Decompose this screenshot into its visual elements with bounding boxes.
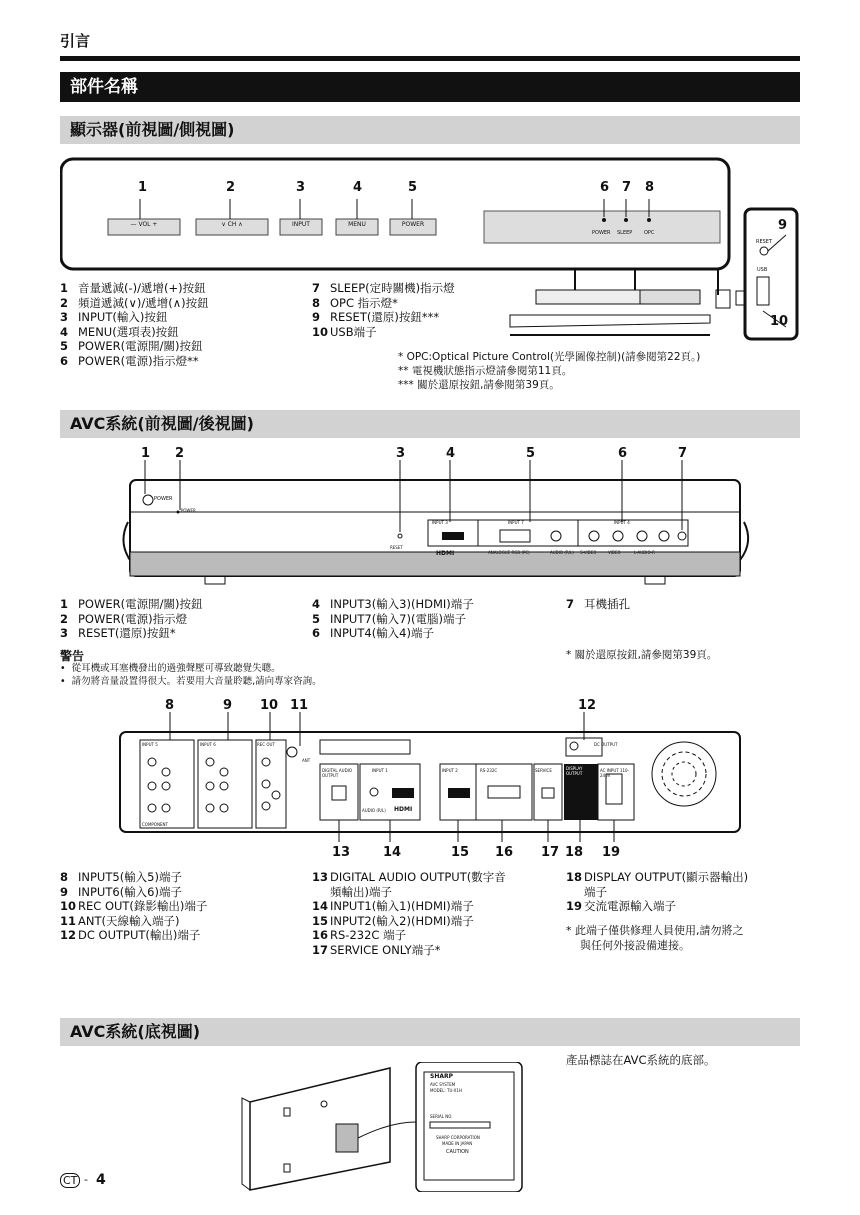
- list-item: 9 RESET(還原)按鈕***: [312, 310, 440, 324]
- rear-items-1: [60, 870, 207, 943]
- display-notes: * OPC:Optical Picture Control(光學圖像控制)(請參閱第22頁。) ** 電視機狀態指示燈請參閱第11頁。 *** 關於還原按鈕,請參閱第39頁。: [398, 351, 701, 391]
- callout-9: 9: [778, 218, 788, 233]
- list-item: 頻輸出)端子: [330, 884, 392, 899]
- avc-front-diagram: [60, 460, 800, 590]
- rear-callout-14: 14: [383, 845, 402, 860]
- list-item: 1 音量遞減(-)/遞增(+)按鈕: [60, 281, 206, 295]
- callout-1: 1: [138, 180, 148, 195]
- rear-callout-10: 10: [260, 698, 279, 713]
- footer-dash: -: [84, 1173, 88, 1186]
- label-line: MODEL: TU-X1H: [430, 1088, 462, 1093]
- menu-label: MENU: [348, 221, 366, 228]
- list-item: 2 POWER(電源)指示燈: [60, 611, 188, 626]
- list-item: 5 INPUT7(輸入7)(電腦)端子: [312, 611, 466, 626]
- list-item: 2 頻道遞減(∨)/遞增(∧)按鈕: [60, 295, 209, 310]
- analogue-rgb-label: ANALOGUE RGB (PC): [488, 550, 530, 555]
- svideo-label: S-VIDEO: [580, 550, 597, 555]
- list-item: 6 INPUT4(輸入4)端子: [312, 626, 434, 640]
- label-line: MADE IN JAPAN: [442, 1141, 473, 1146]
- rear-hdmi-label: HDMI: [394, 806, 413, 813]
- display-section-heading: 顯示器(前視圖/側視圖): [60, 116, 800, 144]
- rear-callout-17: 17: [541, 845, 560, 860]
- rear-callout-16: 16: [495, 845, 514, 860]
- callout-4: 4: [353, 180, 363, 195]
- input3-label: INPUT 3: [432, 520, 448, 525]
- avc-callout-4: 4: [446, 446, 456, 461]
- laudior-label: L-AUDIO-R: [634, 550, 655, 555]
- ant-label: ANT: [302, 758, 311, 763]
- rs232c-label: RS-232C: [480, 768, 498, 773]
- input2-label: INPUT 2: [442, 768, 458, 773]
- usb-label: USB: [757, 267, 768, 273]
- list-item: 9 INPUT6(輸入6)端子: [60, 884, 182, 899]
- list-item: 17 SERVICE ONLY端子*: [312, 942, 441, 957]
- label-line: SERIAL NO.: [430, 1114, 453, 1119]
- rec-out-label: REC OUT: [257, 742, 275, 747]
- list-item: 10 REC OUT(錄影輸出)端子: [60, 899, 208, 913]
- page-number: 4: [96, 1172, 106, 1188]
- hdmi-label: HDMI: [436, 550, 455, 557]
- ind-opc-label: OPC: [644, 230, 655, 236]
- avc-callout-2: 2: [175, 446, 185, 461]
- callout-6: 6: [600, 180, 610, 195]
- list-item: 8 INPUT5(輸入5)端子: [60, 870, 182, 884]
- region-badge: CT: [60, 1173, 80, 1188]
- rear-audio-rl-label: AUDIO (R/L): [362, 808, 386, 813]
- list-item: 7 耳機插孔: [566, 597, 630, 611]
- list-item: 1 POWER(電源開/關)按鈕: [60, 597, 203, 611]
- callout-3: 3: [296, 180, 306, 195]
- list-item: 16 RS-232C 端子: [312, 928, 407, 942]
- list-item: 3 INPUT(輸入)按鈕: [60, 310, 168, 324]
- section-heading: 部件名稱: [60, 72, 800, 102]
- display-items-left: [60, 281, 209, 368]
- display-output-label: DISPLAY OUTPUT: [566, 766, 583, 776]
- avc-front-items-2: [312, 597, 474, 641]
- rear-note: * 此端子僅供修理人員使用,請勿將之 與任何外接設備連接。: [566, 924, 744, 952]
- audio-rl-label: AUDIO (R/L): [550, 550, 574, 555]
- label-line: AVC SYSTEM: [430, 1082, 456, 1087]
- avc-rear-diagram: [110, 712, 750, 842]
- input4-label: INPUT 4: [614, 520, 630, 525]
- label-brand: SHARP: [430, 1073, 454, 1080]
- rear-items-2: [312, 870, 506, 957]
- callout-8: 8: [645, 180, 655, 195]
- warning-list: [60, 662, 322, 688]
- ind-sleep-label: SLEEP: [617, 230, 633, 236]
- avc-callout-5: 5: [526, 446, 536, 461]
- label-line: CAUTION: [446, 1149, 469, 1155]
- rear-callout-8: 8: [165, 698, 175, 713]
- avc-callout-1: 1: [141, 446, 151, 461]
- ind-power-label: POWER: [592, 230, 611, 236]
- bottom-description: 產品標誌在AVC系統的底部。: [566, 1053, 716, 1067]
- avc-callout-3: 3: [396, 446, 406, 461]
- callout-2: 2: [226, 180, 236, 195]
- list-item: 19 交流電源輸入端子: [566, 899, 676, 913]
- avc-callout-6: 6: [618, 446, 628, 461]
- avc-front-items-1: [60, 597, 202, 641]
- list-item: 18 DISPLAY OUTPUT(顯示器輸出): [566, 870, 749, 884]
- component-label: COMPONENT: [142, 822, 168, 827]
- list-item: • 從耳機或耳塞機發出的過強聲壓可導致聽覺失聰。: [60, 663, 281, 674]
- video-label: VIDEO: [608, 550, 621, 555]
- chapter-title: 引言: [60, 32, 91, 50]
- digital-audio-label: DIGITAL AUDIO OUTPUT: [322, 768, 352, 778]
- rear-callout-18: 18: [565, 845, 584, 860]
- avc-callout-7: 7: [678, 446, 688, 461]
- rear-callout-13: 13: [332, 845, 351, 860]
- service-label: SERVICE: [535, 768, 552, 773]
- list-item: 11 ANT(天線輸入端子): [60, 913, 180, 928]
- label-line: SHARP CORPORATION: [436, 1135, 480, 1140]
- list-item: 13 DIGITAL AUDIO OUTPUT(數字音: [312, 870, 506, 884]
- list-item: 10 USB端子: [312, 324, 377, 339]
- ac-input-label: AC INPUT 110-240V: [600, 768, 630, 778]
- list-item: 6 POWER(電源)指示燈**: [60, 353, 199, 368]
- avc-reset-label: RESET: [390, 545, 403, 550]
- list-item: 7 SLEEP(定時關機)指示燈: [312, 281, 455, 295]
- power-label: POWER: [401, 221, 425, 228]
- list-item: 4 MENU(選項表)按鈕: [60, 324, 179, 339]
- avc-bottom-diagram: [240, 1062, 580, 1192]
- avc-powerled-label: POWER: [181, 508, 196, 513]
- dc-output-label: DC OUTPUT: [594, 742, 618, 747]
- input-label: INPUT: [292, 221, 310, 228]
- avc-power-label: POWER: [154, 496, 173, 502]
- input5-label: INPUT 5: [142, 742, 158, 747]
- callout-7: 7: [622, 180, 632, 195]
- rear-callout-11: 11: [290, 698, 309, 713]
- input6-label: INPUT 6: [200, 742, 216, 747]
- rear-callout-12: 12: [578, 698, 597, 713]
- rear-items-3: [566, 870, 748, 914]
- avc-bottom-heading: AVC系統(底視圖): [60, 1018, 800, 1046]
- callout-10: 10: [770, 314, 789, 329]
- rear-callout-19: 19: [602, 845, 621, 860]
- list-item: 5 POWER(電源開/關)按鈕: [60, 339, 203, 353]
- rear-callout-9: 9: [223, 698, 233, 713]
- list-item: 端子: [584, 884, 607, 899]
- list-item: • 請勿將音量設置得很大。若要用大音量聆聽,請向專家咨詢。: [60, 676, 322, 687]
- list-item: 14 INPUT1(輸入1)(HDMI)端子: [312, 899, 474, 913]
- avc-front-note: * 關於還原按鈕,請參閱第39頁。: [566, 649, 718, 661]
- chapter-rule: [60, 56, 800, 61]
- list-item: 4 INPUT3(輸入3)(HDMI)端子: [312, 597, 474, 611]
- display-items-right: [312, 281, 455, 339]
- callout-5: 5: [408, 180, 418, 195]
- ch-label: ∨ CH ∧: [221, 221, 243, 228]
- list-item: 3 RESET(還原)按鈕*: [60, 626, 176, 640]
- rear-callout-15: 15: [451, 845, 470, 860]
- avc-front-items-3: [566, 597, 630, 612]
- input1-label: INPUT 1: [372, 768, 388, 773]
- list-item: 8 OPC 指示燈*: [312, 295, 398, 310]
- reset-label: RESET: [756, 239, 773, 245]
- avc-front-heading: AVC系統(前視圖/後視圖): [60, 410, 800, 438]
- vol-label: — VOL +: [130, 221, 158, 228]
- list-item: 15 INPUT2(輸入2)(HDMI)端子: [312, 913, 474, 928]
- warning-title: 警告: [60, 649, 85, 663]
- list-item: 12 DC OUTPUT(輸出)端子: [60, 928, 201, 942]
- input7-label: INPUT 7: [508, 520, 524, 525]
